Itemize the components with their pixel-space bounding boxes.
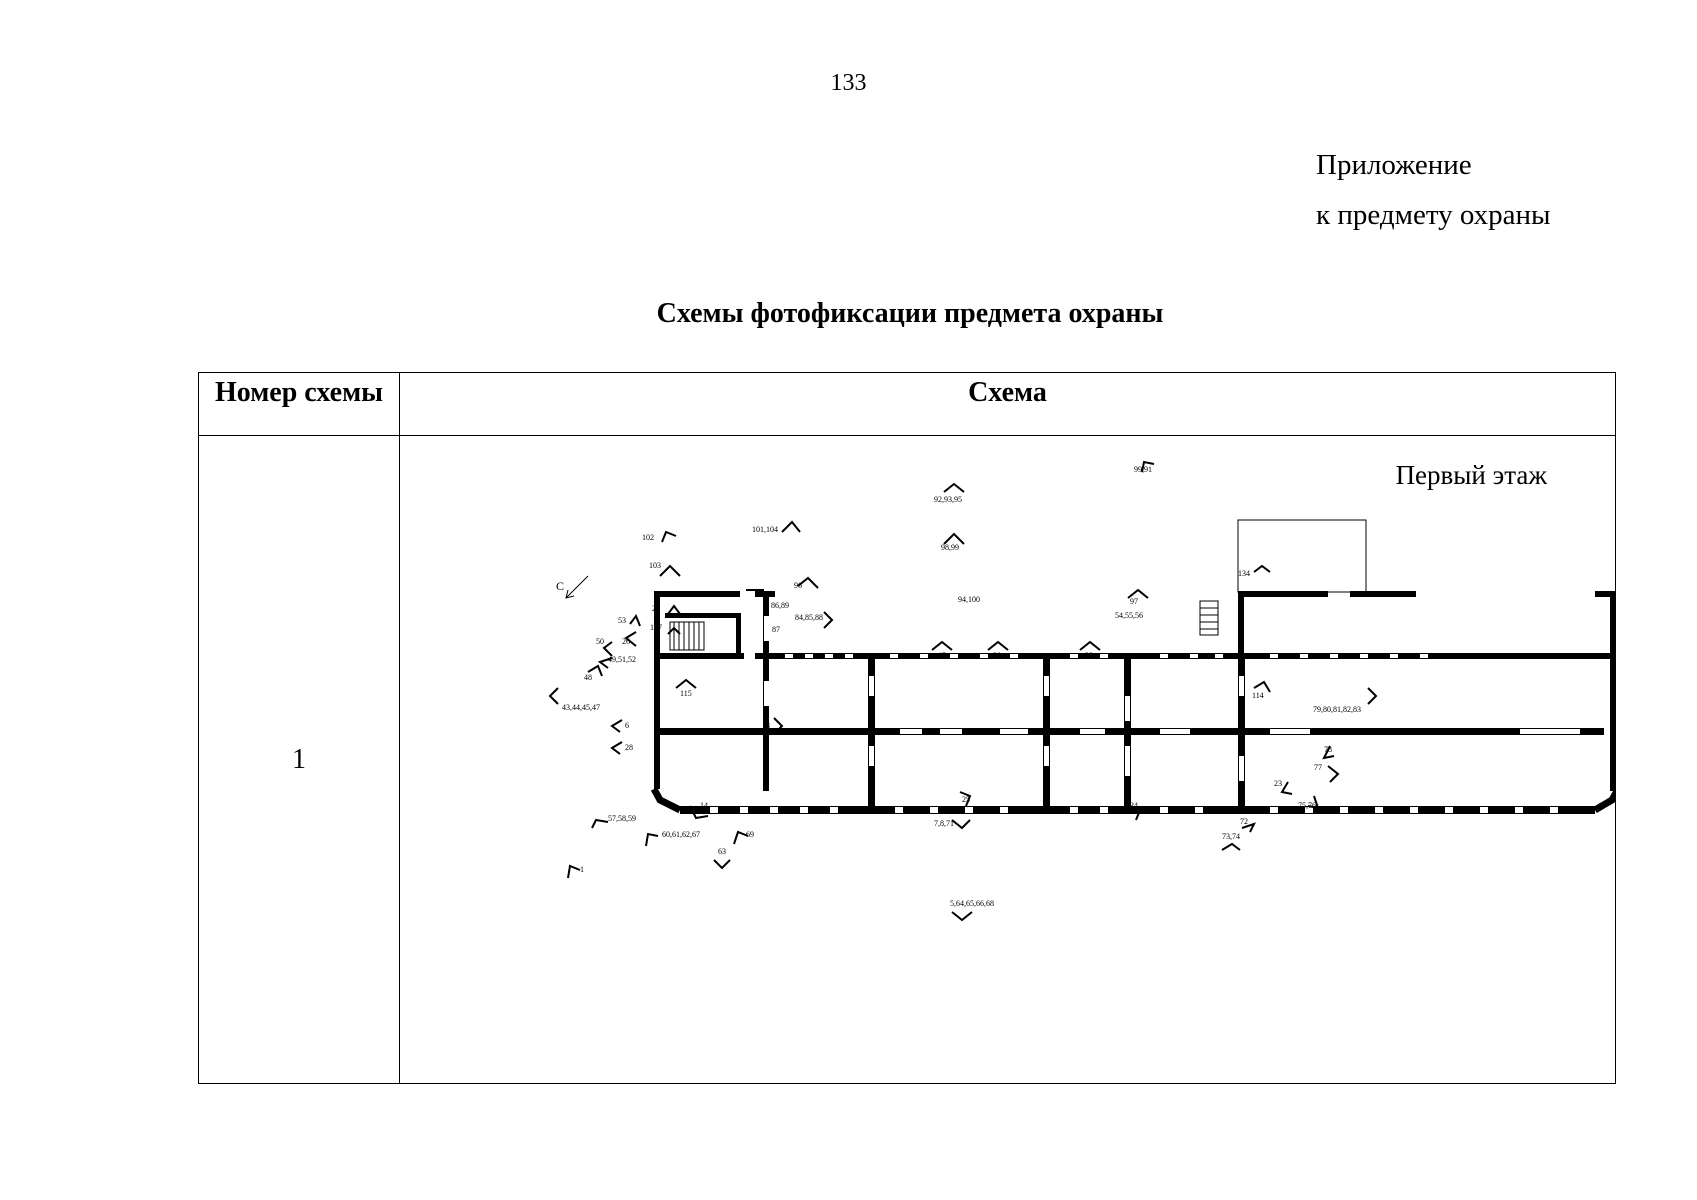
header-scheme-number: Номер схемы	[199, 373, 400, 436]
compass-label: С	[556, 579, 565, 593]
photo-point-label: 30	[1085, 651, 1093, 660]
photo-point-label: 50	[596, 637, 604, 646]
photo-point-label: 29	[993, 651, 1001, 660]
photo-point-label: 60,61,62,67	[662, 830, 700, 839]
photo-point-label: 6	[625, 721, 629, 730]
photo-point-label: 26	[622, 637, 630, 646]
table-row	[199, 436, 1616, 1084]
photo-point-label: 57,58,59	[608, 814, 636, 823]
photo-point-label: 84,85,88	[795, 613, 823, 622]
photo-point-label: 86,89	[771, 601, 789, 610]
photo-point-label: 54,55,56	[1115, 611, 1143, 620]
photo-point-label: 114	[1252, 691, 1264, 700]
photo-point-label: 14	[700, 801, 708, 810]
photo-point-label: 73,74	[1222, 832, 1240, 841]
photo-point-label: 102	[642, 533, 654, 542]
photo-point-label: 24	[1130, 801, 1138, 810]
photo-point-label: 23	[1274, 779, 1282, 788]
photo-point-label: 72	[1240, 817, 1248, 826]
photo-point-label: 25	[962, 795, 970, 804]
photo-point-label: 7,8,71	[934, 819, 954, 828]
scheme-cell	[400, 436, 1616, 1084]
photo-point-label: 94,100	[958, 595, 980, 604]
photo-point-label: 99,91	[1134, 465, 1152, 474]
annex-outline	[1238, 520, 1366, 592]
document-title: Схемы фотофиксации предмета охраны	[656, 298, 1164, 329]
photo-point-label: 2	[652, 604, 656, 613]
photo-point-label: 15	[938, 651, 946, 660]
photo-point-label: 77	[1314, 763, 1322, 772]
photo-point-label: 98,99	[941, 543, 959, 552]
photo-point-label: 96	[794, 581, 802, 590]
photo-point-label: 75,76	[1298, 801, 1316, 810]
building-walls	[654, 591, 1616, 814]
photo-point-label: 107	[650, 623, 662, 632]
photo-point-label: 79,80,81,82,83	[1313, 705, 1361, 714]
photo-point-label: 92,93,95	[934, 495, 962, 504]
scheme-number-cell: 1	[199, 436, 400, 1084]
photo-point-label: 101,104	[752, 525, 778, 534]
appendix-line-2: к предмету охраны	[1316, 199, 1551, 231]
floor-label: Первый этаж	[1395, 460, 1547, 490]
photo-point-label: 78	[1324, 745, 1332, 754]
photo-point-label: 3	[766, 721, 770, 730]
photo-point-label: 48	[584, 673, 592, 682]
appendix-note	[1316, 140, 1551, 240]
photo-point-label: 63	[718, 847, 726, 856]
page-number: 133	[830, 70, 867, 96]
photo-point-label: 134	[1238, 569, 1250, 578]
table-header-row	[199, 373, 1616, 436]
appendix-line-1: Приложение	[1316, 149, 1472, 181]
photo-point-label: 43,44,45,47	[562, 703, 600, 712]
floor-plan	[400, 436, 1616, 1088]
photo-point-label: 5,64,65,66,68	[950, 899, 994, 908]
photo-point-label: 97	[1130, 597, 1138, 606]
schemes-table	[198, 372, 1616, 1084]
photo-point-label: 1	[580, 865, 584, 874]
window-openings	[710, 616, 1580, 813]
photo-point-label: 53	[618, 616, 626, 625]
photo-point-label: 69	[746, 830, 754, 839]
photo-point-label: 87	[772, 625, 780, 634]
photo-point-label: 28	[625, 743, 633, 752]
compass	[566, 576, 588, 598]
photo-point-label: 115	[680, 689, 692, 698]
photo-point-label: 49,51,52	[608, 655, 636, 664]
photo-point-label: 103	[649, 561, 661, 570]
header-scheme: Схема	[400, 373, 1616, 436]
